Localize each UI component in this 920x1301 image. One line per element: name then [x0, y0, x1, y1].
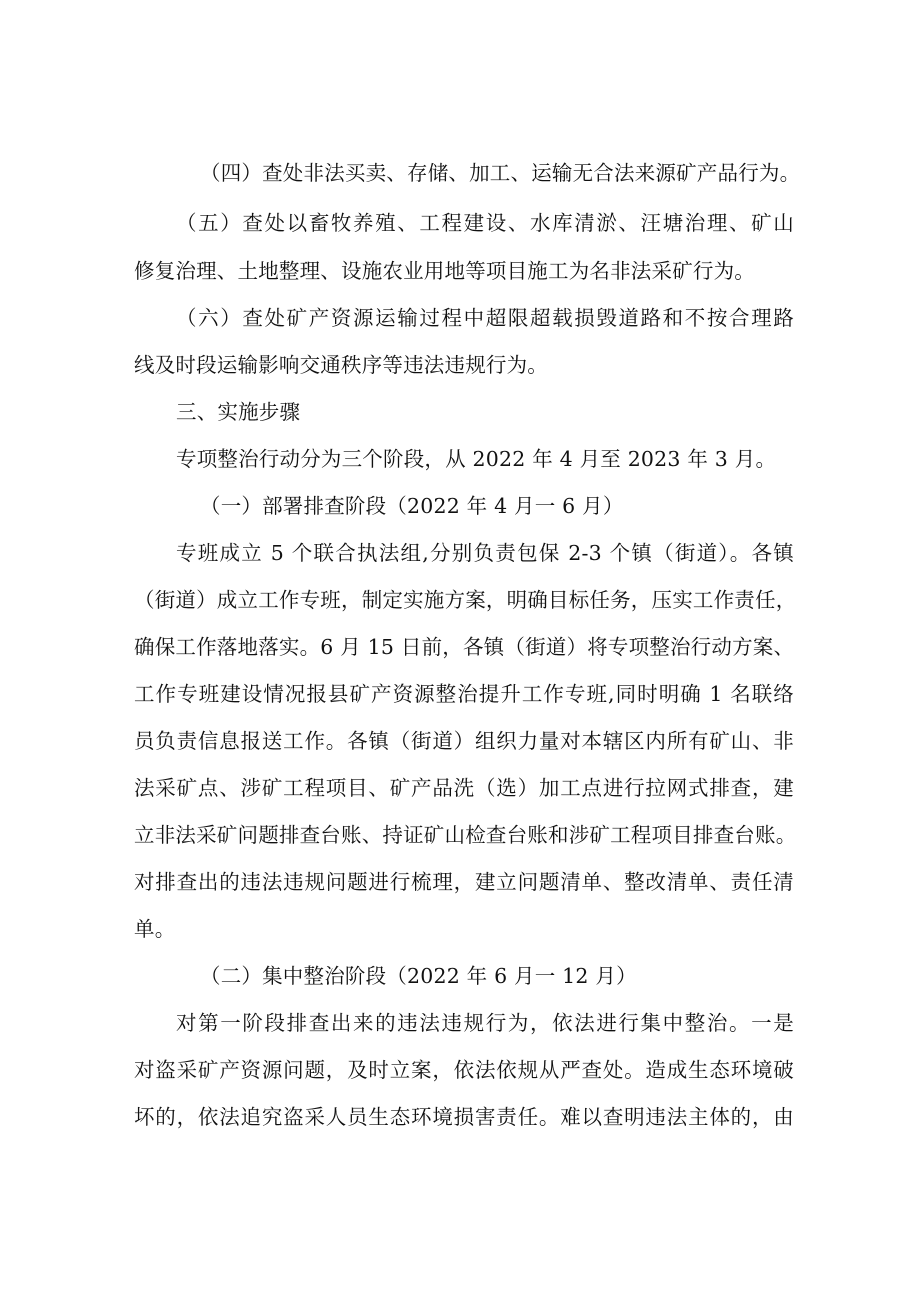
stage-two-paragraph-line2: 对盗采矿产资源问题，及时立案，依法依规从严查处。造成生态环境破 [134, 1058, 794, 1082]
stages-intro: 专项整治行动分为三个阶段，从 2022 年 4 月至 2023 年 3 月。 [176, 447, 777, 471]
stage-two-heading: （二）集中整治阶段（2022 年 6 月一 12 月） [200, 964, 637, 988]
item-four-text: （四）查处非法买卖、存储、加工、运输无合法来源矿产品行为。 [200, 161, 801, 185]
item-six-text-line1: （六）查处矿产资源运输过程中超限超载损毁道路和不按合理路 [176, 306, 794, 330]
stage-one-paragraph-line6: 法采矿点、涉矿工程项目、矿产品洗（选）加工点进行拉网式排查，建 [134, 776, 794, 800]
stage-one-paragraph-line3: 确保工作落地落实。6 月 15 日前，各镇（街道）将专项整治行动方案、 [134, 635, 795, 659]
stage-one-paragraph-line4: 工作专班建设情况报县矿产资源整治提升工作专班,同时明确 1 名联络 [134, 682, 794, 706]
item-five-text-line2: 修复治理、土地整理、设施农业用地等项目施工为名非法采矿行为。 [134, 259, 755, 283]
item-five-text-line1: （五）查处以畜牧养殖、工程建设、水库清淤、汪塘治理、矿山 [176, 211, 794, 235]
stage-two-paragraph-line1: 对第一阶段排查出来的违法违规行为，依法进行集中整治。一是 [176, 1011, 794, 1035]
stage-one-paragraph-line7: 立非法采矿问题排查台账、持证矿山检查台账和涉矿工程项目排查台账。 [134, 823, 797, 847]
stage-one-paragraph-line2: （街道）成立工作专班，制定实施方案，明确目标任务，压实工作责任， [134, 588, 797, 612]
section-three-heading: 三、实施步骤 [176, 400, 301, 424]
item-six-text-line2: 线及时段运输影响交通秩序等违法违规行为。 [134, 353, 548, 377]
stage-one-paragraph-line5: 员负责信息报送工作。各镇（街道）组织力量对本辖区内所有矿山、非 [134, 729, 794, 753]
stage-one-heading: （一）部署排查阶段（2022 年 4 月一 6 月） [200, 494, 624, 518]
stage-two-paragraph-line3: 坏的，依法追究盗采人员生态环境损害责任。难以查明违法主体的，由 [134, 1105, 794, 1129]
stage-one-paragraph-line9: 单。 [134, 917, 176, 941]
stage-one-paragraph-line8: 对排查出的违法违规问题进行梳理，建立问题清单、整改清单、责任清 [134, 870, 794, 894]
stage-one-paragraph-line1: 专班成立 5 个联合执法组,分别负责包保 2-3 个镇（街道）。各镇 [176, 541, 794, 565]
